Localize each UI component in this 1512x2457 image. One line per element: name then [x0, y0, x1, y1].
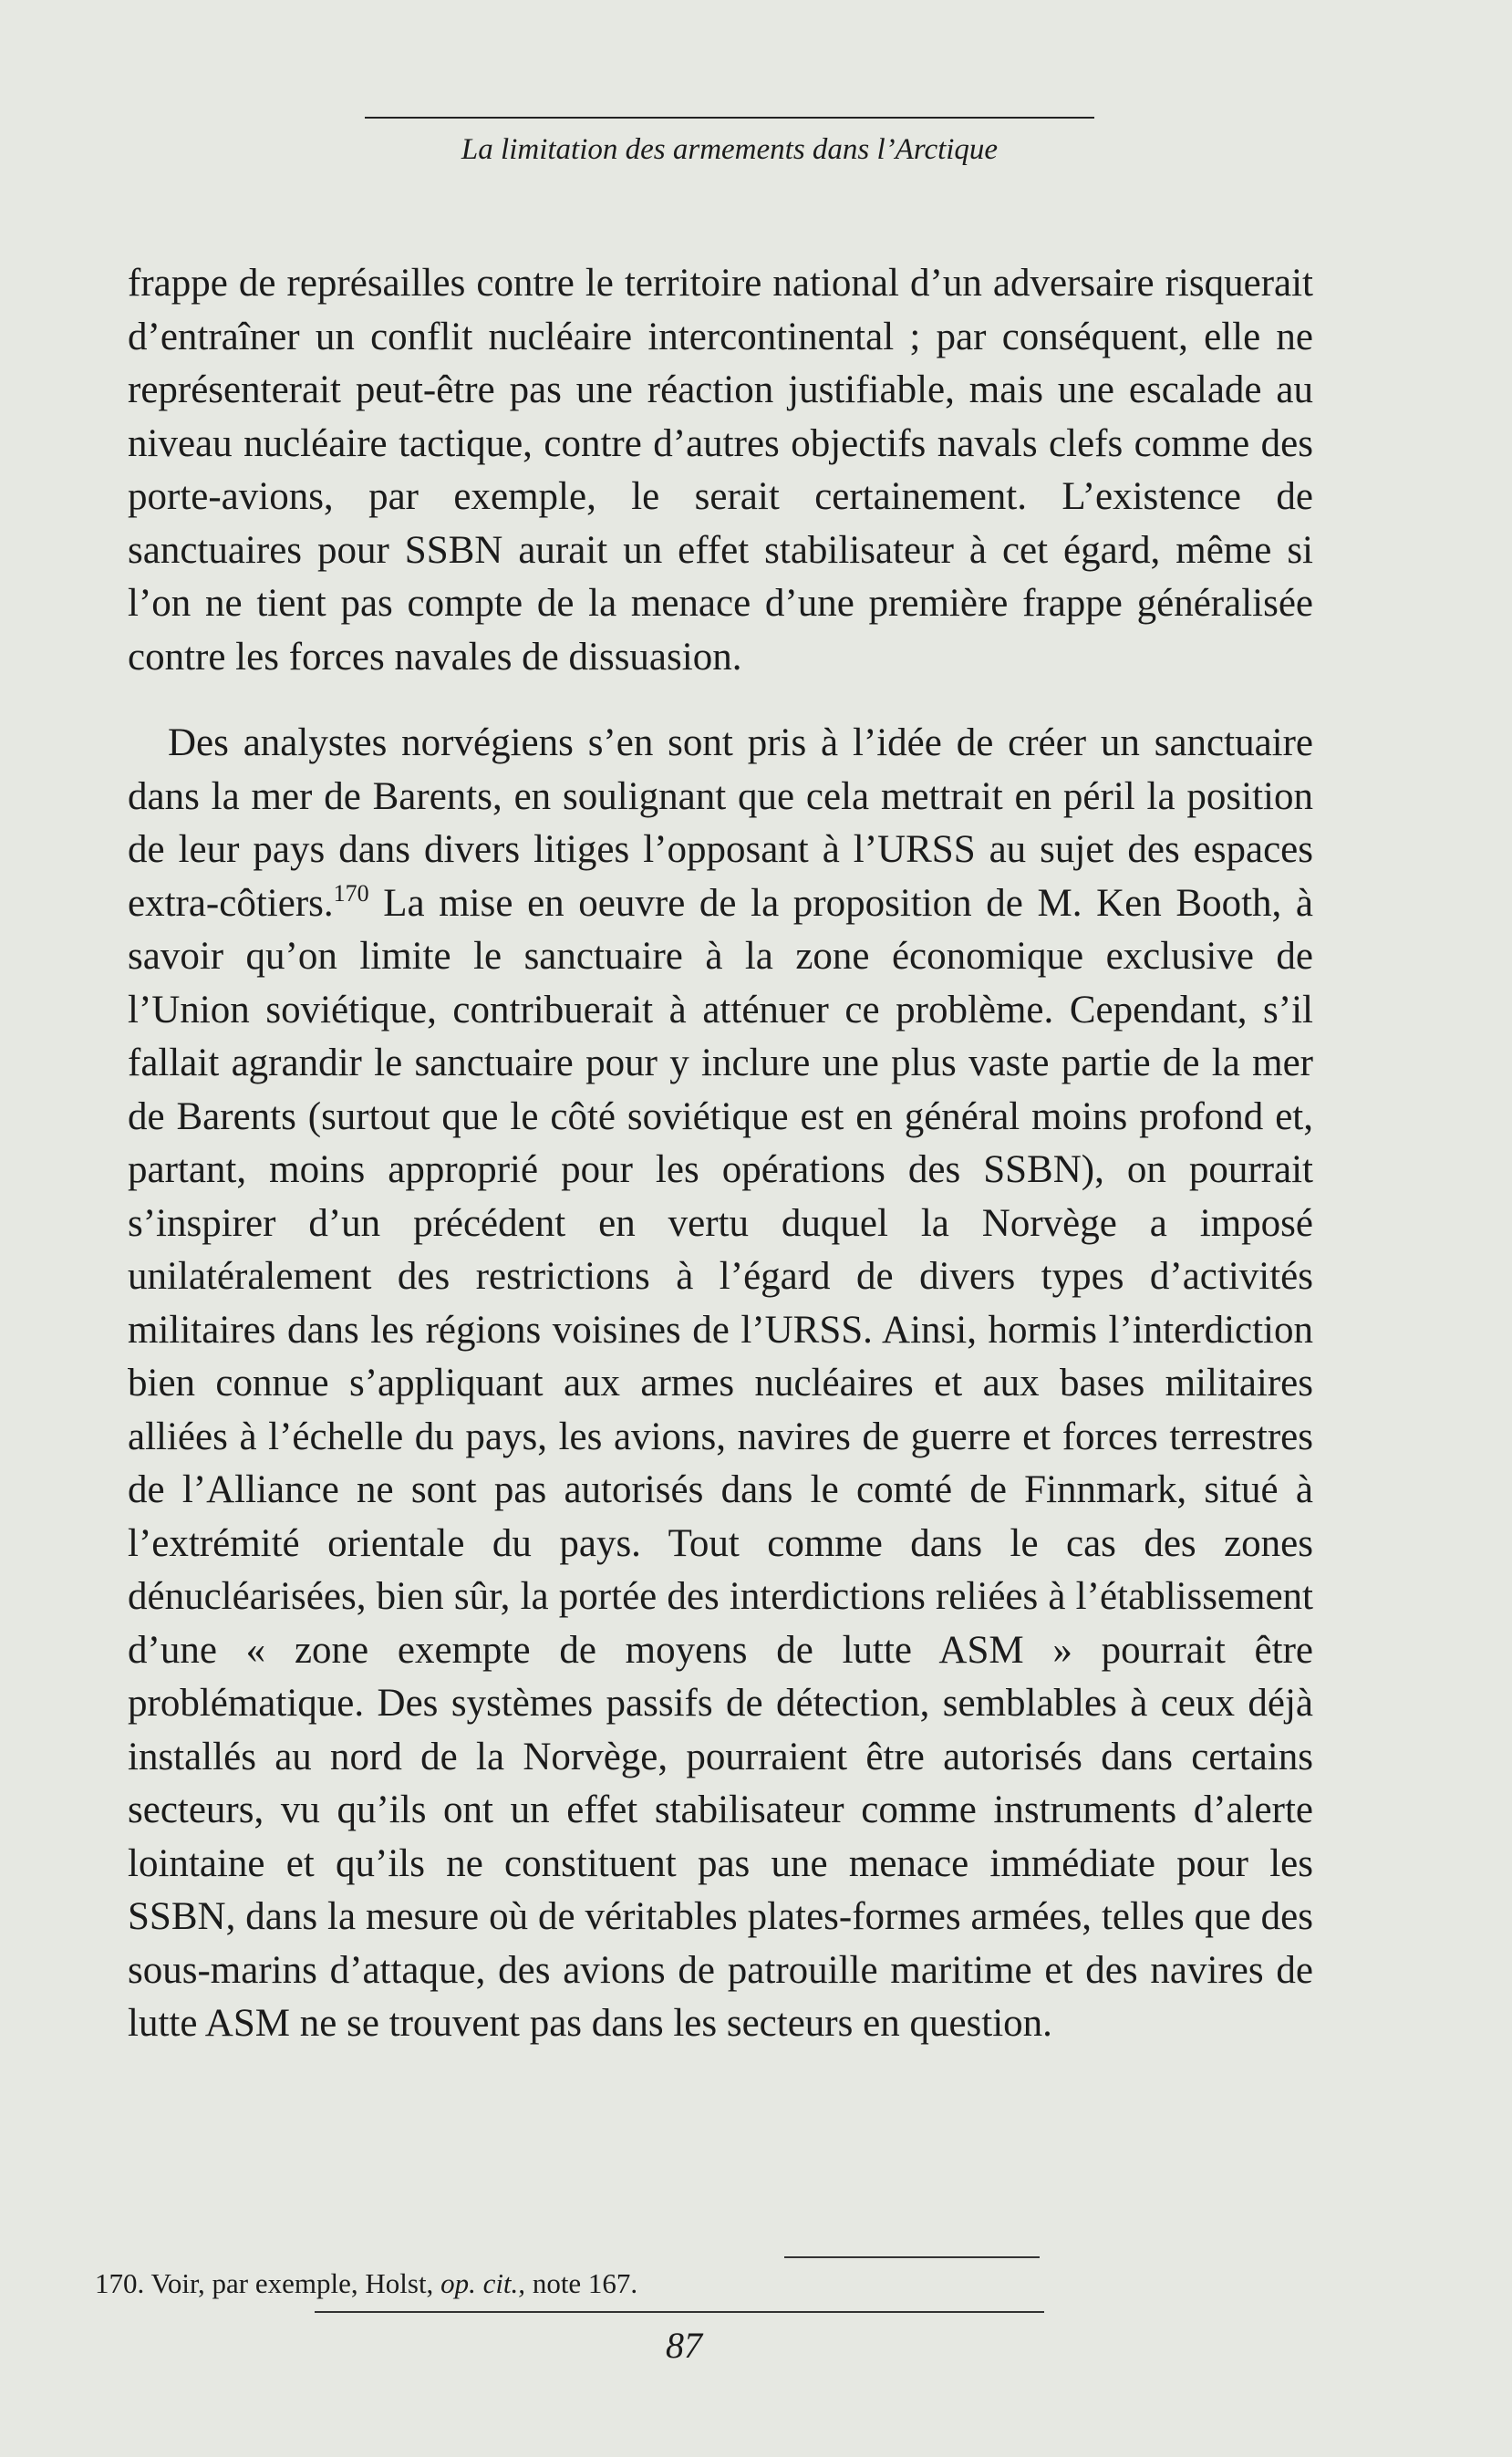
page-number: 87: [666, 2325, 702, 2366]
footnote: [95, 2267, 1280, 2300]
footnote-text: Voir, par exemple, Holst,: [150, 2267, 434, 2299]
footnote-number: 170.: [95, 2267, 145, 2299]
footnote-ref[interactable]: 170: [333, 879, 369, 907]
paragraph-2: [128, 717, 1313, 2051]
footnote-rule: [784, 2256, 1040, 2258]
paragraph-2-rest: La mise en oeuvre de la proposition de M. Ken Booth, à savoir qu’on limite le sanctuaire à la zone économique exclusive de l’Union soviétique, contribuerait à atténuer ce problème. Cependant, s’il fallait agrandir le sanctuaire pour y inclure une plus vaste partie de la mer de Barents (surtout que le côté soviétique est en général moins profond et, partant, moins approprié pour les opérations des SSBN), on pourrait s’inspirer d’un précédent en vertu duquel la Norvège a imposé unilatéralement des restrictions à l’égard de divers types d’activités militaires dans les régions voisines de l’URSS. Ainsi, hormis l’interdiction bien connue s’appliquant aux armes nucléaires et aux bases militaires alliées à l’échelle du pays, les avions, navires de guerre et forces terrestres de l’Alliance ne sont pas autorisés dans le comté de Finnmark, situé à l’extrémité orientale du pays. Tout comme dans le cas des zones dénucléarisées, bien sûr, la portée des interdictions reliées à l’établissement d’une « zone exempte de moyens de lutte ASM » pourrait être problématique. Des systèmes passifs de détection, semblables à ceux déjà installés au nord de la Norvège, pourraient être autorisés dans certains secteurs, vu qu’ils ont un effet stabilisateur comme instruments d’alerte lointaine et qu’ils ne constituent pas une menace immédiate pour les SSBN, dans la mesure où de véritables plates-formes armées, telles que des sous-marins d’attaque, des avions de patrouille maritime et des navires de lutte ASM ne se trouvent pas dans les secteurs en question.: [128, 881, 1313, 2045]
body-text: [128, 257, 1313, 2051]
footer-rule: [315, 2311, 1044, 2313]
header-rule: [365, 117, 1094, 119]
running-head: La limitation des armements dans l’Arctique: [461, 133, 999, 166]
footnote-text-end: note 167.: [532, 2267, 638, 2299]
paragraph-1: frappe de représailles contre le territoire national d’un adversaire risquerait d’entraîner un conflit nucléaire intercontinental ; par conséquent, elle ne représenterait peut-être pas une réaction justifiable, mais une escalade au niveau nucléaire tactique, contre d’autres objectifs navals clefs comme des porte-avions, par exemple, le serait certainement. L’existence de sanctuaires pour SSBN aurait un effet stabilisateur à cet égard, même si l’on ne tient pas compte de la menace d’une première frappe généralisée contre les forces navales de dissuasion.: [128, 262, 1313, 679]
footnote-italic: op. cit.,: [440, 2267, 526, 2299]
paragraph-2-start: Des analystes norvégiens s’en sont pris à l’idée de créer un sanctuaire dans la mer de Barents, en soulignant que cela mettrait en péril la position de leur pays dans divers litiges l’opposant à l’URSS au sujet des espaces extra-côtiers.: [128, 721, 1313, 925]
